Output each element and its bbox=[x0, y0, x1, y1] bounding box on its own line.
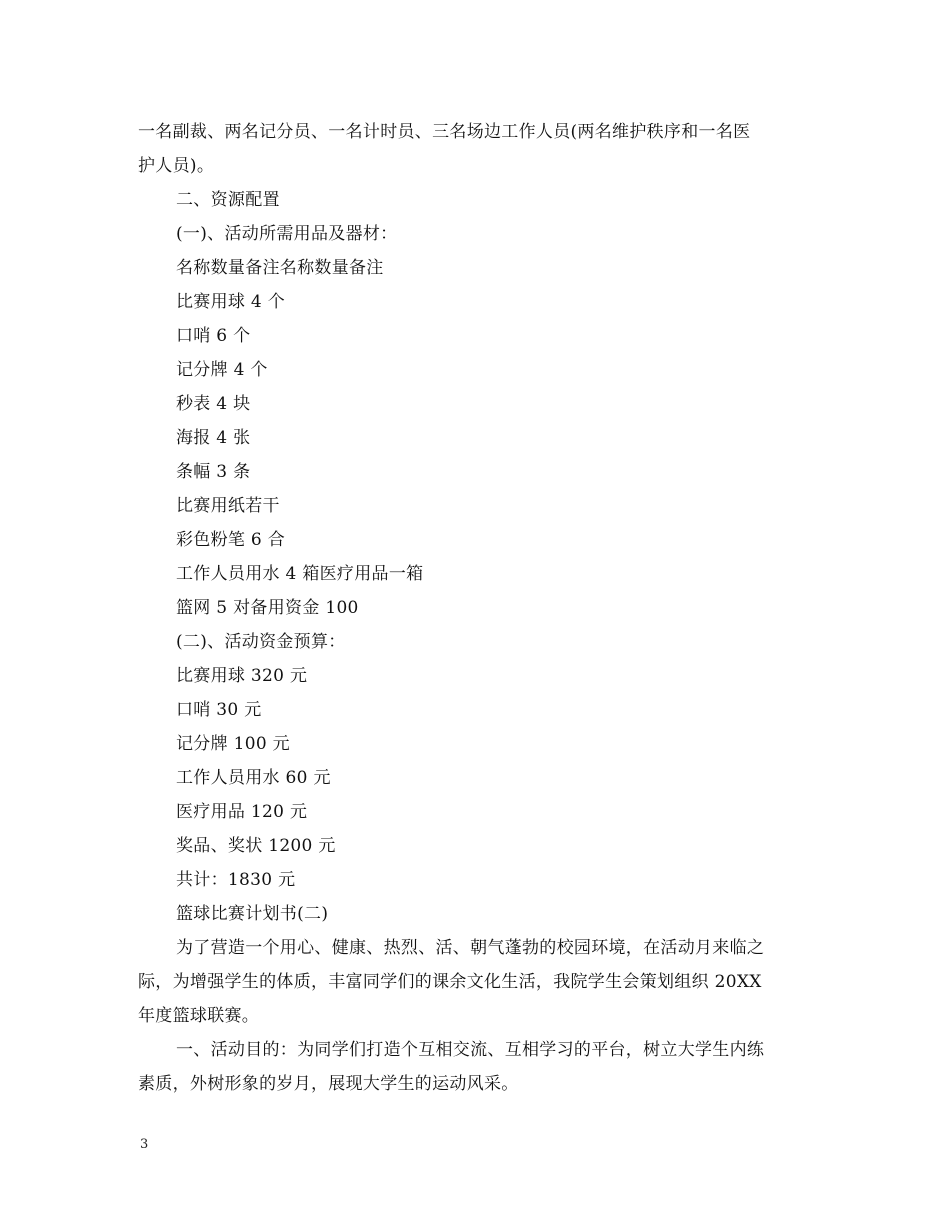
budget-item: 奖品、奖状 1200 元 bbox=[176, 836, 336, 856]
equipment-item: 记分牌 4 个 bbox=[176, 360, 268, 380]
document-subtitle: 篮球比赛计划书(二) bbox=[176, 904, 329, 924]
subsection-heading: (二)、活动资金预算： bbox=[176, 632, 346, 652]
budget-item: 工作人员用水 60 元 bbox=[176, 768, 331, 788]
section-heading: 二、资源配置 bbox=[176, 190, 280, 210]
equipment-item: 海报 4 张 bbox=[176, 428, 251, 448]
paragraph-line: 际，为增强学生的体质，丰富同学们的课余文化生活，我院学生会策划组织 20XX bbox=[138, 972, 762, 992]
paragraph-line: 一、活动目的：为同学们打造个互相交流、互相学习的平台，树立大学生内练 bbox=[176, 1040, 765, 1060]
subsection-heading: (一)、活动所需用品及器材： bbox=[176, 224, 398, 244]
budget-total: 共计：1830 元 bbox=[176, 870, 296, 890]
paragraph-line: 年度篮球联赛。 bbox=[138, 1006, 260, 1026]
equipment-item: 秒表 4 块 bbox=[176, 394, 251, 414]
equipment-item: 条幅 3 条 bbox=[176, 462, 251, 482]
equipment-item: 比赛用球 4 个 bbox=[176, 292, 286, 312]
equipment-item: 比赛用纸若干 bbox=[176, 496, 280, 516]
equipment-item: 彩色粉笔 6 合 bbox=[176, 530, 286, 550]
text-line: 护人员)。 bbox=[138, 156, 215, 176]
equipment-item: 工作人员用水 4 箱医疗用品一箱 bbox=[176, 564, 424, 584]
text-line: 一名副裁、两名记分员、一名计时员、三名场边工作人员(两名维护秩序和一名医 bbox=[138, 122, 751, 142]
page-number: 3 bbox=[140, 1137, 149, 1152]
table-header-line: 名称数量备注名称数量备注 bbox=[176, 258, 384, 278]
equipment-item: 篮网 5 对备用资金 100 bbox=[176, 598, 359, 618]
paragraph-line: 素质，外树形象的岁月，展现大学生的运动风采。 bbox=[138, 1074, 519, 1094]
budget-item: 医疗用品 120 元 bbox=[176, 802, 308, 822]
budget-item: 比赛用球 320 元 bbox=[176, 666, 308, 686]
paragraph-line: 为了营造一个用心、健康、热烈、活、朝气蓬勃的校园环境，在活动月来临之 bbox=[176, 938, 765, 958]
equipment-item: 口哨 6 个 bbox=[176, 326, 251, 346]
document-body bbox=[138, 115, 818, 1101]
budget-item: 口哨 30 元 bbox=[176, 700, 262, 720]
budget-item: 记分牌 100 元 bbox=[176, 734, 290, 754]
